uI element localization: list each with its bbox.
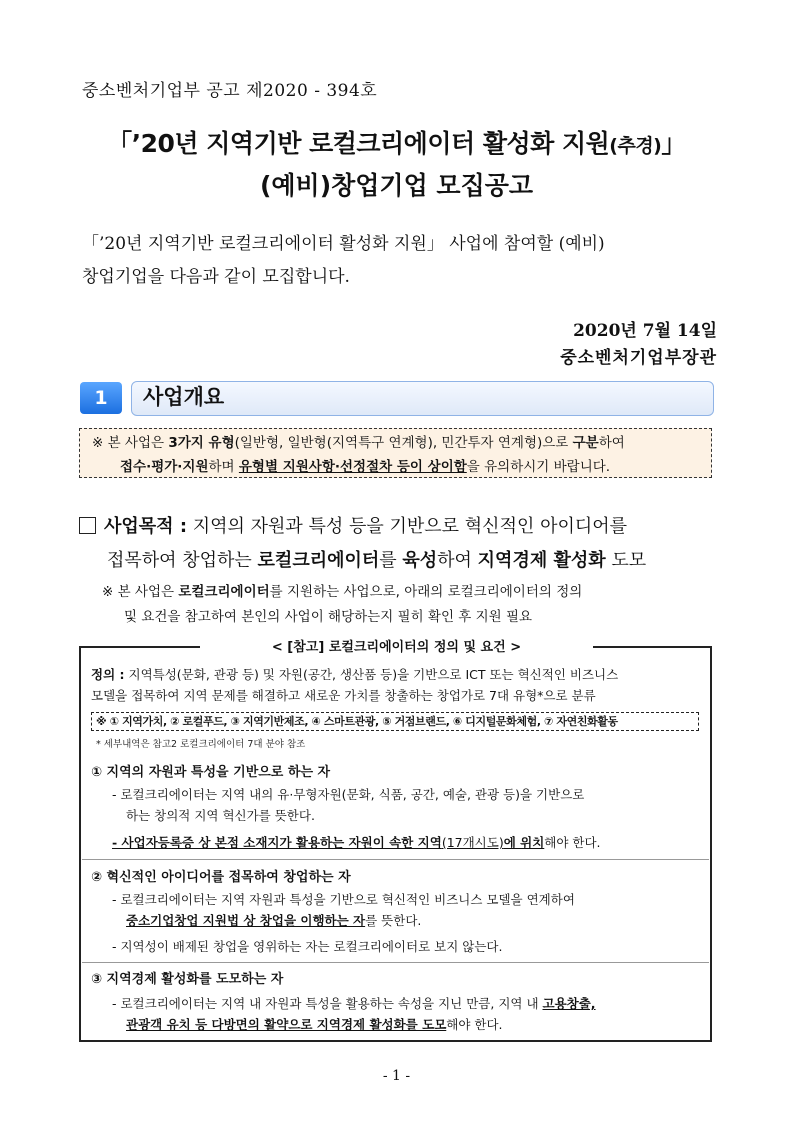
text: 하여	[437, 550, 478, 571]
announcement-date: 2020년 7월 14일	[573, 321, 717, 341]
criterion-3-heading: ③ 지역경제 활성화를 도모하는 자	[91, 972, 284, 987]
text: - 로컬크리에이터는 지역 내 자원과 특성을 활용하는 속성을 지닌 만큼, 지역 내	[112, 996, 543, 1011]
notice-line-2	[92, 455, 711, 479]
criterion-2-exclusion: - 지역성이 배제된 창업을 영위하는 자는 로컬크리에이터로 보지 않는다.	[112, 939, 503, 954]
page-number: - 1 -	[382, 1068, 411, 1084]
checkbox-icon	[79, 517, 96, 534]
footnote: * 세부내역은 참고2 로컬크리에이터 7대 분야 참조	[96, 739, 306, 750]
emphasis-underlined: 유형별 지원사항·선정절차 등이 상이함	[238, 459, 467, 475]
text: 를 뜻한다.	[365, 913, 422, 928]
text: (17개시도)	[441, 835, 504, 850]
document-subtitle: (예비)창업기업 모집공고	[259, 171, 534, 200]
text: 하여	[598, 435, 625, 451]
emphasis-underlined: 중소기업창업 지원법 상 창업을 이행하는 자	[126, 913, 366, 928]
criterion-1-location	[112, 832, 704, 853]
text: 접목하여 창업하는	[107, 550, 258, 571]
note-line-1	[102, 580, 722, 605]
text: 지역의 자원과 특성 등을 기반으로 혁신적인 아이디어를	[187, 516, 628, 537]
criterion-3-desc	[112, 993, 706, 1035]
criterion-2-line-2	[112, 910, 704, 931]
text: 를	[379, 550, 403, 571]
criterion-3-line-1	[112, 993, 706, 1014]
section-title: 사업개요	[143, 385, 225, 409]
criterion-2-line-1: - 로컬크리에이터는 지역 자원과 특성을 기반으로 혁신적인 비즈니스 모델을 연계하여	[112, 892, 575, 907]
eligibility-note	[102, 580, 722, 630]
emphasis: 지역경제 활성화	[477, 550, 606, 571]
emphasis-underlined: 에 위치	[503, 835, 545, 850]
issuer: 중소벤처기업부장관	[560, 348, 717, 368]
criterion-3-line-2	[112, 1014, 706, 1035]
emphasis: 로컬크리에이터	[178, 584, 270, 600]
text: 본 사업은	[103, 435, 169, 451]
emphasis-underlined: - 사업자등록증 상 본점 소재지가 활용하는 자원이 속한 지역	[112, 835, 442, 850]
title-main: 「’20년 지역기반 로컬크리에이터 활성화 지원	[107, 129, 610, 158]
purpose-heading: 사업목적 :	[104, 516, 188, 537]
text: 을 유의하시기 바랍니다.	[466, 459, 611, 475]
text: 해야 한다.	[446, 1017, 503, 1032]
intro-line-1: 「’20년 지역기반 로컬크리에이터 활성화 지원」 사업에 참여할 (예비)	[82, 234, 605, 254]
note-line-2: 및 요건을 참고하여 본인의 사업이 해당하는지 필히 확인 후 지원 필요	[124, 609, 533, 625]
section-number-badge: 1	[80, 382, 122, 414]
emphasis: 구분	[572, 435, 599, 451]
document-title	[0, 124, 793, 160]
title-suffix: (추경)	[609, 135, 662, 157]
purpose-line-2	[79, 544, 724, 578]
text: 도모	[605, 550, 647, 571]
criterion-2-desc	[112, 889, 704, 931]
emphasis-underlined: 고용창출,	[542, 996, 596, 1011]
text: 하며	[208, 459, 239, 475]
notice-number: 중소벤처기업부 공고 제2020 - 394호	[82, 81, 378, 101]
emphasis: 접수·평가·지원	[120, 459, 209, 475]
text: (일반형, 일반형(지역특구 연계형), 민간투자 연계형)으로	[234, 435, 573, 451]
definition	[91, 664, 703, 706]
criterion-1-line-1: - 로컬크리에이터는 지역 내의 유·무형자원(문화, 식품, 공간, 예술, 관광 등)을 기반으로	[112, 787, 585, 802]
emphasis: 로컬크리에이터	[257, 550, 380, 571]
notice-line-1	[92, 431, 711, 455]
emphasis-underlined: 관광객 유치 등 다방면의 활약으로 지역경제 활성화를 도모	[126, 1017, 447, 1032]
emphasis: 3가지 유형	[168, 435, 235, 451]
divider	[82, 962, 709, 963]
reference-title: < [참고] 로컬크리에이터의 정의 및 요건 >	[200, 636, 593, 655]
text: 지역특성(문화, 관광 등) 및 자원(공간, 생산품 등)을 기반으로 ICT 또는 혁신적인 비즈니스	[124, 667, 619, 682]
definition-line-2: 모델을 접목하여 지역 문제를 해결하고 새로운 가치를 창출하는 창업가로 7대 유형*으로 분류	[91, 688, 596, 703]
criterion-1-desc	[112, 784, 704, 826]
title-close: 」	[661, 129, 686, 158]
reference-mark: ※	[92, 435, 104, 451]
notice-box	[79, 428, 712, 478]
divider	[82, 859, 709, 860]
criterion-1-line-2: 하는 창의적 지역 혁신가를 뜻한다.	[126, 808, 315, 823]
text: 를 지원하는 사업으로, 아래의 로컬크리에이터의 정의	[269, 584, 583, 600]
intro-line-2: 창업기업을 다음과 같이 모집합니다.	[82, 267, 350, 287]
text: ※ 본 사업은	[102, 584, 179, 600]
intro-paragraph	[82, 228, 722, 294]
seven-types-box: ※ ① 지역가치, ② 로컬푸드, ③ 지역기반제조, ④ 스마트관광, ⑤ 거점브랜드, ⑥ 디지털문화체험, ⑦ 자연친화활동	[91, 712, 699, 731]
definition-label: 정의 :	[91, 667, 125, 682]
criterion-1-heading: ① 지역의 자원과 특성을 기반으로 하는 자	[91, 765, 331, 780]
criterion-2-heading: ② 혁신적인 아이디어를 접목하여 창업하는 자	[91, 870, 351, 885]
definition-line-1	[91, 664, 703, 685]
purpose-line-1	[79, 510, 724, 544]
emphasis: 육성	[402, 550, 438, 571]
text: 해야 한다.	[544, 835, 601, 850]
business-purpose	[79, 510, 724, 578]
